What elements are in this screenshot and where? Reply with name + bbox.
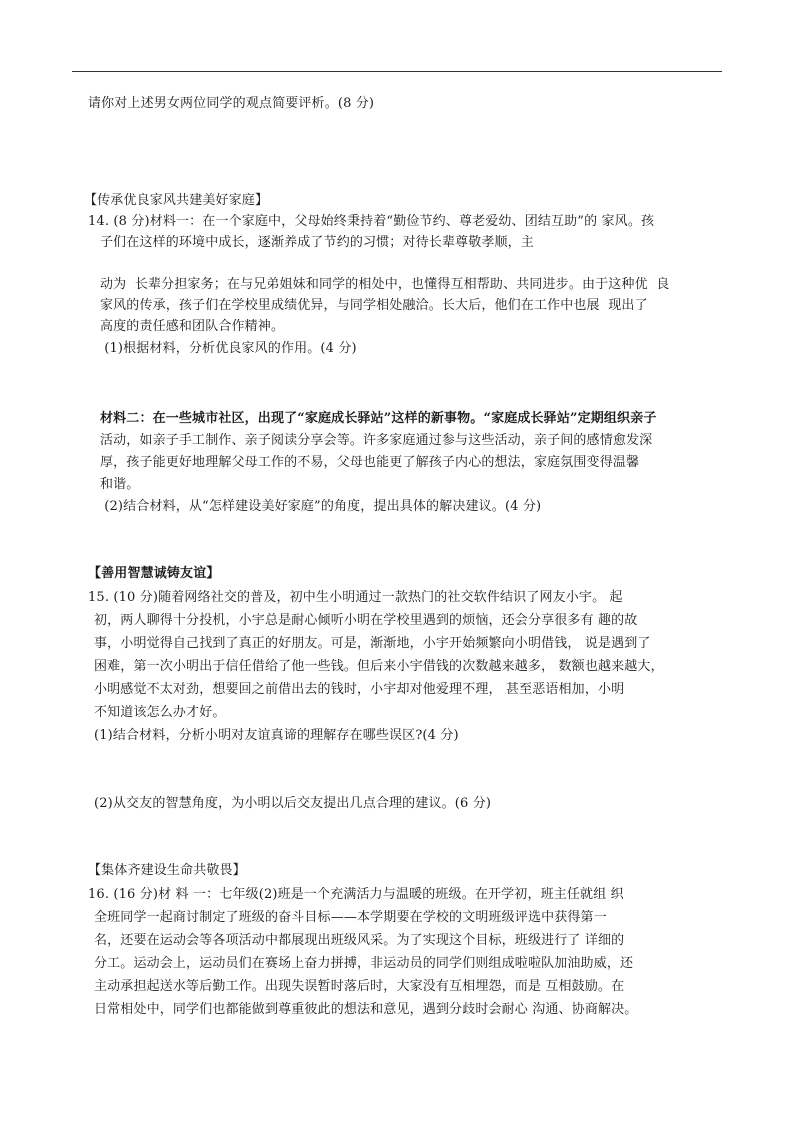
q14-subquestion-2: (2)结合材料，从“怎样建设美好家庭”的角度，提出具体的解决建议。(4 分) bbox=[100, 499, 542, 514]
q14-text-line: 高度的责任感和团队合作精神。 bbox=[100, 319, 285, 334]
q15-text-line: 困难，第一次小明出于信任借给了他一些钱。但后来小宇借钱的次数越来越多， 数额也越来越大， bbox=[94, 659, 664, 674]
q16-text-line: 16. (16 分)材 料 一：七年级(2)班是一个充满活力与温暖的班级。在开学初，班主任就组 织 bbox=[88, 887, 624, 902]
q15-subquestion-1: (1)结合材料，分析小明对友谊真谛的理解存在哪些误区?(4 分) bbox=[94, 728, 459, 743]
q15-text-line: 初，两人聊得十分投机，小宇总是耐心倾听小明在学校里遇到的烦恼，还会分享很多有 趣的故 bbox=[94, 613, 638, 628]
section-heading-class: 【集体齐建设生命共敬畏】 bbox=[88, 863, 246, 878]
material-two-line: 活动，如亲子手工制作、亲子阅读分享会等。许多家庭通过参与这些活动，亲子间的感情愈发深 bbox=[100, 433, 653, 448]
q15-text-line: 15. (10 分)随着网络社交的普及，初中生小明通过一款热门的社交软件结识了网友小宇。 起 bbox=[88, 590, 623, 605]
q16-text-line: 全班同学一起商讨制定了班级的奋斗目标——本学期要在学校的文明班级评选中获得第一 bbox=[94, 910, 607, 925]
q14-text-line: 动为 长辈分担家务；在与兄弟姐妹和同学的相处中，也懂得互相帮助、共同进步。由于这种优 良 bbox=[100, 277, 670, 292]
q14-text-line: 14. (8 分)材料一：在一个家庭中，父母始终秉持着“勤俭节约、尊老爱幼、团结互助”的 家风。孩 bbox=[88, 214, 655, 229]
q15-text-line: 事，小明觉得自己找到了真正的好朋友。可是，渐渐地，小宇开始频繁向小明借钱， 说是遇到了 bbox=[94, 636, 651, 651]
material-two-line: 材料二：在一些城市社区，出现了“家庭成长驿站”这样的新事物。“家庭成长驿站”定期组织亲子 bbox=[100, 411, 657, 426]
prev-question-prompt: 请你对上述男女两位同学的观点简要评析。(8 分) bbox=[88, 96, 375, 111]
q16-text-line: 日常相处中，同学们也都能做到尊重彼此的想法和意见，遇到分歧时会耐心 沟通、协商解决。 bbox=[94, 1002, 638, 1017]
section-heading-friendship: 【善用智慧诚铸友谊】 bbox=[88, 566, 220, 581]
q15-text-line: 小明感觉不太对劲，想要回之前借出去的钱时，小宇却对他爱理不理， 甚至恶语相加，小明 bbox=[94, 682, 625, 697]
q14-subquestion-1: (1)根据材料，分析优良家风的作用。(4 分) bbox=[100, 341, 357, 356]
q16-text-line: 主动承担起送水等后勤工作。出现失误暂时落后时，大家没有互相埋怨，而是 互相鼓励。在 bbox=[94, 979, 625, 994]
material-two-line: 厚，孩子能更好地理解父母工作的不易，父母也能更了解孩子内心的想法，家庭氛围变得温馨 bbox=[100, 455, 640, 470]
q16-text-line: 名，还要在运动会等各项活动中都展现出班级风采。为了实现这个目标，班级进行了 详细的 bbox=[94, 933, 625, 948]
section-heading-family: 【传承优良家风共建美好家庭】 bbox=[84, 193, 269, 208]
q16-text-line: 分工。运动会上，运动员们在赛场上奋力拼搏，非运动员的同学们则组成啦啦队加油助威，还 bbox=[94, 956, 634, 971]
header-rule bbox=[72, 71, 722, 72]
q14-text-line: 子们在这样的环境中成长，逐渐养成了节约的习惯；对待长辈尊敬孝顺，主 bbox=[100, 235, 534, 250]
q14-text-line: 家风的传承，孩子们在学校里成绩优异，与同学相处融洽。长大后，他们在工作中也展 现出了 bbox=[100, 298, 648, 313]
q15-subquestion-2: (2)从交友的智慧角度，为小明以后交友提出几点合理的建议。(6 分) bbox=[94, 796, 492, 811]
material-two-line: 和谐。 bbox=[100, 477, 140, 492]
q15-text-line: 不知道该怎么办才好。 bbox=[94, 705, 226, 720]
